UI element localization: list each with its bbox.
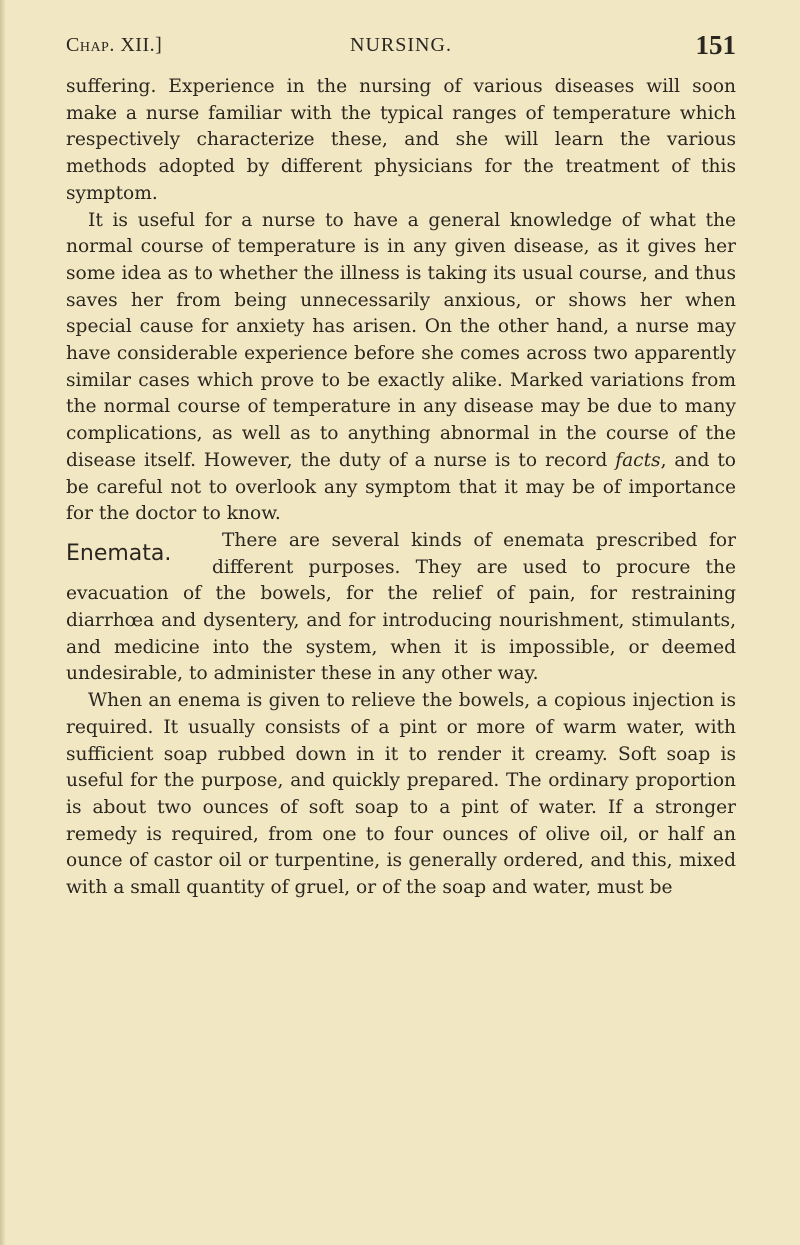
running-title: NURSING. <box>350 34 452 56</box>
body-text <box>66 74 736 902</box>
page-number: 151 <box>695 30 736 60</box>
running-header <box>66 30 736 66</box>
paragraph-temperature <box>66 208 736 528</box>
sidenote-enemata: Enemata. <box>66 540 172 566</box>
paragraph-temperature-text: It is useful for a nurse to have a general knowledge of what the normal course of temperature is in any given disease, as it gives her some idea as to whether the illness is taking its usual course, and thus saves her from being unnecessarily anxious, or shows her when special cause for anxiety has arisen. On the other hand, a nurse may have considerable experience before she comes across two apparently similar cases which prove to be exactly alike. Marked variations from the normal course of temperature in any disease may be due to many complications, as well as to anything abnormal in the course of the disease itself. However, the duty of a nurse is to record <box>66 209 736 471</box>
paragraph-enema-relief: When an enema is given to relieve the bowels, a copious injection is required. It usually consists of a pint or more of warm water, with sufficient soap rubbed down in it to render it creamy. Soft soap is useful for the purpose, and quickly prepared. The ordinary proportion is about two ounces of soft soap to a pint of water. If a stronger remedy is required, from one to four ounces of olive oil, or half an ounce of castor oil or turpentine, is generally ordered, and this, mixed with a small quantity of gruel, or of the soap and water, must be <box>66 690 736 899</box>
page-spine-shadow <box>0 0 6 1245</box>
chapter-label: Chap. XII.] <box>66 34 163 56</box>
enemata-section <box>66 528 736 688</box>
paragraph-enemata: There are several kinds of enemata prescribed for different purposes. They are used to procure the evacuation of the bowels, for the relief of pain, for restraining diarrhœa and dysentery, and for introducing nourishment, stimulants, and medicine into the system, when it is impossible, or deemed undesirable, to administer these in any other way. <box>66 529 736 685</box>
paragraph-suffering: suffering. Experience in the nursing of various diseases will soon make a nurse familiar with the typical ranges of temperature which respectively characterize these, and she will learn the various methods adopted by different physicians for the treatment of this symptom. <box>66 76 736 204</box>
emphasis-facts: facts <box>615 449 661 471</box>
paragraph-temperature-end: , and to be careful not to overlook any symptom that it may be of importance for the doctor to know. <box>66 449 736 525</box>
